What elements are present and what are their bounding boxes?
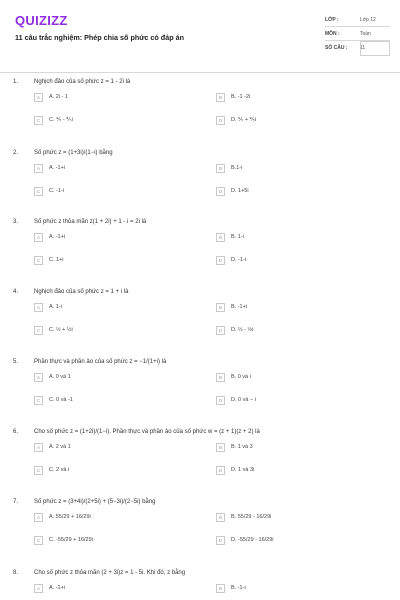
option-letter-box: A bbox=[34, 443, 43, 452]
page-title: 11 câu trắc nghiệm: Phép chia số phức có đáp án bbox=[15, 33, 184, 42]
question-text: Nghịch đảo của số phức z = 1 - 2i là bbox=[34, 79, 131, 85]
option-letter-box: B bbox=[216, 443, 225, 452]
option-letter-box: D bbox=[216, 466, 225, 475]
option-text: B. 1 và 3 bbox=[231, 444, 253, 450]
option-letter-box: A bbox=[34, 233, 43, 242]
question-text: Cho số phức z = (1+2i)/(1−i). Phần thực và phần ảo của số phức w = (z + 1)(z + 2) là bbox=[34, 429, 260, 435]
question-number: 2. bbox=[13, 150, 19, 156]
answer-option-d[interactable] bbox=[216, 114, 256, 126]
answer-option-d[interactable] bbox=[216, 254, 246, 266]
option-letter-box: B bbox=[216, 93, 225, 102]
option-letter-box: B bbox=[216, 584, 225, 593]
option-text: D. ½ - ½i bbox=[231, 327, 254, 333]
option-text: C. 0 và -1 bbox=[49, 397, 73, 403]
option-letter-box: C bbox=[34, 116, 43, 125]
header-divider bbox=[0, 72, 400, 73]
meta-value: Lớp 12 bbox=[360, 16, 376, 23]
option-text: D. 1+5i bbox=[231, 188, 249, 194]
option-letter-box: C bbox=[34, 466, 43, 475]
option-letter-box: A bbox=[34, 93, 43, 102]
option-letter-box: C bbox=[34, 256, 43, 265]
option-letter-box: B bbox=[216, 233, 225, 242]
answer-option-b[interactable] bbox=[216, 582, 246, 594]
answer-option-b[interactable] bbox=[216, 511, 271, 523]
answer-option-a[interactable] bbox=[34, 162, 65, 174]
option-text: B. 1-i bbox=[231, 234, 244, 240]
option-text: A. 55/29 + 16/29i bbox=[49, 514, 91, 520]
answer-option-a[interactable] bbox=[34, 511, 91, 523]
option-text: A. 0 và 1 bbox=[49, 374, 71, 380]
option-text: C. -1-i bbox=[49, 188, 64, 194]
meta-label: SỐ CÂU : bbox=[325, 45, 348, 51]
option-text: C. 1+i bbox=[49, 257, 64, 263]
question-number: 6. bbox=[13, 429, 19, 435]
option-letter-box: A bbox=[34, 513, 43, 522]
option-text: B.1-i bbox=[231, 165, 243, 171]
option-letter-box: B bbox=[216, 513, 225, 522]
option-letter-box: B bbox=[216, 303, 225, 312]
meta-row-grade bbox=[325, 13, 390, 27]
option-text: A. -1+i bbox=[49, 165, 66, 171]
option-letter-box: A bbox=[34, 303, 43, 312]
answer-option-b[interactable] bbox=[216, 231, 244, 243]
option-letter-box: D bbox=[216, 536, 225, 545]
option-letter-box: A bbox=[34, 164, 43, 173]
option-text: D. 1 và 3i bbox=[231, 467, 255, 473]
question-text: Số phức z thỏa mãn z(1 + 2i) + 1 - i = 2i là bbox=[34, 219, 147, 225]
option-letter-box: D bbox=[216, 256, 225, 265]
option-letter-box: A bbox=[34, 584, 43, 593]
question-number: 1. bbox=[13, 79, 19, 85]
question-text: Số phức z = (3+4i)/(2+5i) + (5−3i)/(2−5i) bằng bbox=[34, 499, 156, 505]
answer-option-d[interactable] bbox=[216, 464, 254, 476]
answer-option-b[interactable] bbox=[216, 91, 250, 103]
answer-option-c[interactable] bbox=[34, 394, 73, 406]
answer-option-a[interactable] bbox=[34, 582, 65, 594]
option-letter-box: C bbox=[34, 326, 43, 335]
option-letter-box: D bbox=[216, 116, 225, 125]
question-text: Phần thực và phần ảo của số phức z = −1/(1+i) là bbox=[34, 359, 167, 365]
answer-option-c[interactable] bbox=[34, 185, 64, 197]
answer-option-b[interactable] bbox=[216, 162, 242, 174]
option-text: A. 2i - 1 bbox=[49, 94, 68, 100]
answer-option-c[interactable] bbox=[34, 254, 64, 266]
question-text: Nghịch đảo của số phức z = 1 + i là bbox=[34, 289, 129, 295]
option-letter-box: C bbox=[34, 187, 43, 196]
answer-option-c[interactable] bbox=[34, 114, 73, 126]
answer-option-c[interactable] bbox=[34, 464, 69, 476]
answer-option-a[interactable] bbox=[34, 371, 71, 383]
meta-value-box bbox=[360, 41, 390, 56]
option-letter-box: A bbox=[34, 373, 43, 382]
option-text: D. -1-i bbox=[231, 257, 246, 263]
option-letter-box: D bbox=[216, 396, 225, 405]
option-text: A. 2 và 1 bbox=[49, 444, 71, 450]
option-letter-box: C bbox=[34, 536, 43, 545]
answer-option-b[interactable] bbox=[216, 301, 247, 313]
answer-option-b[interactable] bbox=[216, 371, 251, 383]
question-text: Số phức z = (1+3i)/(1−i) bằng bbox=[34, 150, 113, 156]
option-text: A. 1-i bbox=[49, 304, 62, 310]
option-text: D. 0 và − i bbox=[231, 397, 256, 403]
quizizz-logo: QUIZIZZ bbox=[15, 13, 68, 28]
question-number: 3. bbox=[13, 219, 19, 225]
meta-label: MÔN : bbox=[325, 30, 340, 37]
option-text: B. -1+i bbox=[231, 304, 248, 310]
question-number: 5. bbox=[13, 359, 19, 365]
option-letter-box: D bbox=[216, 326, 225, 335]
option-text: B. -1 -2i bbox=[231, 94, 251, 100]
option-text: B. 0 và i bbox=[231, 374, 251, 380]
option-letter-box: D bbox=[216, 187, 225, 196]
option-text: C. ⅕ - ⅖i bbox=[49, 117, 73, 123]
meta-row-subject bbox=[325, 27, 390, 41]
answer-option-a[interactable] bbox=[34, 91, 68, 103]
answer-option-a[interactable] bbox=[34, 231, 65, 243]
answer-option-d[interactable] bbox=[216, 394, 256, 406]
meta-value: Toán bbox=[360, 30, 371, 37]
question-text: Cho số phức z thỏa mãn (2 + 3i)z = 1 - 5i. Khi đó, z bằng bbox=[34, 570, 186, 576]
page-header bbox=[0, 0, 400, 72]
option-letter-box: C bbox=[34, 396, 43, 405]
answer-option-a[interactable] bbox=[34, 441, 71, 453]
answer-option-a[interactable] bbox=[34, 301, 62, 313]
option-text: D. ⅕ + ⅖i bbox=[231, 117, 257, 123]
option-letter-box: B bbox=[216, 373, 225, 382]
question-number: 8. bbox=[13, 570, 19, 576]
answer-option-d[interactable] bbox=[216, 534, 274, 546]
question-number: 4. bbox=[13, 289, 19, 295]
option-text: C. ½ + ½i bbox=[49, 327, 73, 333]
option-text: D. -55/29 - 16/29i bbox=[231, 537, 274, 543]
answer-option-c[interactable] bbox=[34, 534, 93, 546]
answer-option-d[interactable] bbox=[216, 324, 253, 336]
option-text: B. -1-i bbox=[231, 585, 246, 591]
option-text: C. -55/29 + 16/29i bbox=[49, 537, 93, 543]
meta-label: LỚP : bbox=[325, 16, 339, 23]
option-text: B. 55/29 - 16/29i bbox=[231, 514, 272, 520]
option-text: A. -1+i bbox=[49, 234, 66, 240]
answer-option-b[interactable] bbox=[216, 441, 253, 453]
option-text: C. 2 và i bbox=[49, 467, 70, 473]
option-letter-box: B bbox=[216, 164, 225, 173]
meta-value: 11 bbox=[360, 45, 366, 51]
option-text: A. -1+i bbox=[49, 585, 66, 591]
answer-option-d[interactable] bbox=[216, 185, 249, 197]
answer-option-c[interactable] bbox=[34, 324, 73, 336]
question-number: 7. bbox=[13, 499, 19, 505]
